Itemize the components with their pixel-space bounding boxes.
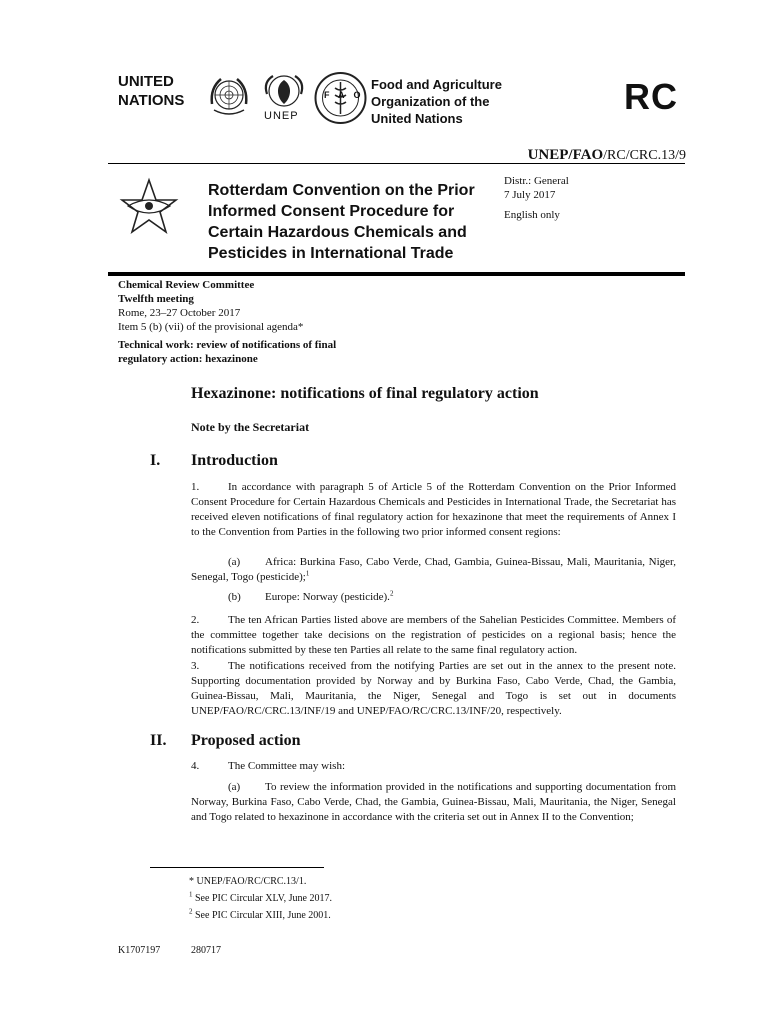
footnote-mark: * bbox=[189, 876, 194, 887]
footnote bbox=[189, 873, 332, 890]
distr-general: Distr.: General bbox=[504, 175, 569, 187]
footnote-mark: 1 bbox=[189, 890, 193, 899]
document-title: Hexazinone: notifications of final regulatory action bbox=[191, 385, 539, 402]
paragraph-text: The notifications received from the notifying Parties are set out in the annex to the present note. Supporting documentation provided by Norway and by Burkina Faso, Cabo Verde, Chad, the Gambia, Guinea-Bissau, Mali, Mauritania, the Niger, Senegal and Togo is set out in documents UNEP/FAO/RC/CRC.13/INF/19 and UNEP/FAO/RC/CRC.13/INF/20, respectively. bbox=[191, 660, 676, 717]
footnote-divider bbox=[150, 867, 324, 868]
symbol-bold: UNEP/FAO bbox=[527, 147, 604, 163]
paragraph-number: 4. bbox=[191, 760, 200, 772]
un-line-2: NATIONS bbox=[118, 92, 185, 109]
footnote-text: See PIC Circular XIII, June 2001. bbox=[195, 910, 331, 921]
convention-title-line: Certain Hazardous Chemicals and bbox=[208, 224, 467, 241]
paragraph-3 bbox=[191, 659, 676, 719]
paragraph-text: The ten African Parties listed above are members of the Sahelian Pesticides Committee. Members of the committee together take decisions on the registration of pesticides on a regional basis; hence the notifications submitted by these ten Parties all relate to the same final regulatory action. bbox=[191, 614, 676, 656]
symbol-rest: /RC/CRC.13/9 bbox=[603, 148, 686, 163]
subparagraph-text: To review the information provided in the notifications and supporting documentation from Norway, Burkina Faso, Cabo Verde, Chad, the Gambia, Guinea-Bissau, Mali, Mauritania, the Niger, Senegal and Togo related to hexazinone in accordance with the criteria set out in Annex II to the Convention; bbox=[191, 781, 676, 823]
paragraph-number: 2. bbox=[191, 614, 200, 626]
paragraph-1 bbox=[191, 480, 676, 540]
united-nations-wordmark bbox=[118, 72, 184, 110]
subparagraph-text: Europe: Norway (pesticide). bbox=[265, 591, 390, 603]
subparagraph-text: Africa: Burkina Faso, Cabo Verde, Chad, Gambia, Guinea-Bissau, Mali, Mauritania, Niger, Senegal, Togo (pesticide); bbox=[191, 556, 676, 583]
paragraph-number: 1. bbox=[191, 481, 200, 493]
footnotes bbox=[189, 873, 332, 924]
language-note: English only bbox=[504, 209, 560, 221]
paragraph-number: 3. bbox=[191, 660, 200, 672]
subparagraph-label: (a) bbox=[228, 781, 241, 793]
convention-title-line: Informed Consent Procedure for bbox=[208, 203, 455, 220]
footnote-text: See PIC Circular XLV, June 2017. bbox=[195, 893, 332, 904]
document-symbol bbox=[528, 147, 686, 164]
fao-logo-letters: FAO bbox=[324, 90, 370, 100]
footnote-ref[interactable]: 2 bbox=[389, 589, 394, 598]
footnote bbox=[189, 890, 332, 907]
section-number: II. bbox=[150, 732, 167, 749]
job-number: K1707197 bbox=[118, 945, 161, 956]
paragraph-text: The Committee may wish: bbox=[228, 760, 346, 772]
convention-title-line: Rotterdam Convention on the Prior bbox=[208, 182, 475, 199]
paragraph-text: In accordance with paragraph 5 of Article 5 of the Rotterdam Convention on the Prior Informed Consent Procedure for Certain Hazardous Chemicals and Pesticides in International Trade, the Secretariat has received eleven notifications of final regulatory action for hexazinone that meet the requirements of Annex I to the Convention from Parties in the following two prior informed consent regions: bbox=[191, 481, 676, 538]
section-title: Introduction bbox=[191, 452, 278, 469]
convention-title bbox=[208, 180, 475, 264]
convention-title-line: Pesticides in International Trade bbox=[208, 245, 454, 262]
agenda-item: Item 5 (b) (vii) of the provisional agenda* bbox=[118, 321, 304, 333]
footnote-mark: 2 bbox=[189, 907, 193, 916]
fao-line-2: Organization of the bbox=[371, 94, 490, 109]
note-by-secretariat: Note by the Secretariat bbox=[191, 420, 310, 434]
thick-divider bbox=[108, 272, 685, 276]
rotterdam-convention-logo-icon bbox=[118, 176, 180, 238]
topic-line-2: regulatory action: hexazinone bbox=[118, 353, 258, 365]
paragraph-1b bbox=[191, 590, 676, 605]
unep-label: UNEP bbox=[264, 110, 299, 122]
date-code: 280717 bbox=[191, 945, 221, 956]
paragraph-4 bbox=[191, 759, 676, 774]
meeting-place-date: Rome, 23–27 October 2017 bbox=[118, 307, 241, 319]
committee-name: Chemical Review Committee bbox=[118, 279, 255, 291]
paragraph-4a bbox=[191, 780, 676, 825]
rc-mark: RC bbox=[624, 76, 678, 117]
un-line-1: UNITED bbox=[118, 73, 174, 90]
meeting-session: Twelfth meeting bbox=[118, 293, 194, 305]
subparagraph-label: (a) bbox=[228, 556, 241, 568]
fao-line-1: Food and Agriculture bbox=[371, 77, 502, 92]
footnote bbox=[189, 907, 332, 924]
distribution-block bbox=[504, 174, 569, 202]
fao-line-3: United Nations bbox=[371, 111, 463, 126]
footnote-text: UNEP/FAO/RC/CRC.13/1. bbox=[196, 876, 307, 887]
distr-date: 7 July 2017 bbox=[504, 189, 556, 201]
paragraph-2 bbox=[191, 613, 676, 658]
unep-emblem-icon bbox=[261, 72, 307, 110]
header-divider bbox=[108, 163, 685, 164]
subparagraph-label: (b) bbox=[228, 591, 241, 603]
footnote-ref[interactable]: 1 bbox=[305, 569, 310, 578]
section-title: Proposed action bbox=[191, 732, 301, 749]
section-number: I. bbox=[150, 452, 161, 469]
fao-name bbox=[371, 76, 502, 127]
meeting-info bbox=[118, 278, 303, 334]
un-emblem-icon bbox=[206, 74, 252, 120]
topic-line-1: Technical work: review of notifications of final bbox=[118, 339, 337, 351]
agenda-topic bbox=[118, 338, 336, 366]
paragraph-1a bbox=[191, 555, 676, 585]
